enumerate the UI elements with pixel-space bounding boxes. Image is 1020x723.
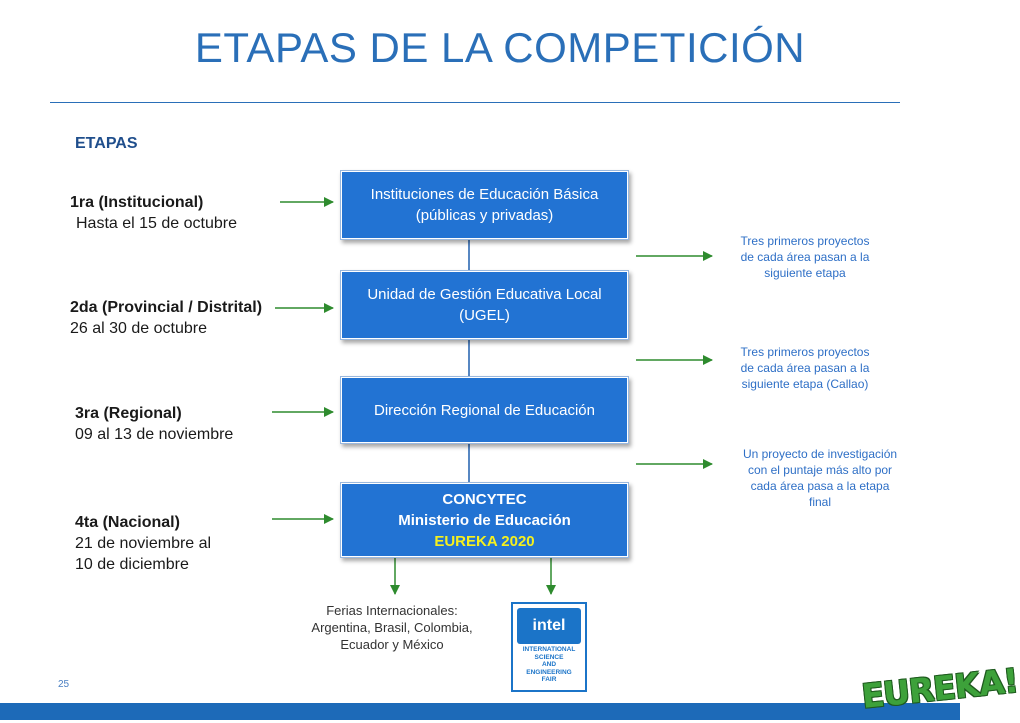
box-4-line-1: CONCYTEC: [442, 490, 527, 508]
note-3-line-4: final: [808, 495, 831, 509]
note-1-line-2: de cada área pasan a la: [740, 250, 870, 264]
box-4-line-3: EUREKA 2020: [434, 532, 535, 550]
page-title: ETAPAS DE LA COMPETICIÓN: [194, 24, 806, 71]
note-stage-3: [720, 446, 920, 510]
stage-4-name: 4ta (Nacional): [75, 514, 180, 531]
stage-1-name: 1ra (Institucional): [70, 194, 204, 211]
box-ugel: [342, 272, 627, 338]
intel-fair-text: [517, 646, 581, 684]
note-1-line-3: siguiente etapa: [764, 266, 846, 280]
stage-1-dates: Hasta el 15 de octubre: [76, 215, 237, 232]
box-2-line-2: (UGEL): [459, 307, 510, 324]
note-1-line-1: Tres primeros proyectos: [740, 234, 870, 248]
ferias-internacionales: [282, 602, 502, 653]
note-stage-2: [720, 344, 890, 392]
box-2-line-1: Unidad de Gestión Educativa Local: [367, 286, 602, 303]
intel-line-3: AND: [541, 661, 557, 668]
note-3-line-3: cada área pasa a la etapa: [750, 479, 890, 493]
stage-2-dates: 26 al 30 de octubre: [70, 320, 207, 337]
intel-isef-logo: [511, 602, 587, 692]
box-4-line-2: Ministerio de Educación: [398, 511, 571, 529]
box-direccion-regional: [342, 378, 627, 442]
box-instituciones: [342, 172, 627, 238]
page-number: 25: [58, 679, 70, 690]
stage-3-dates: 09 al 13 de noviembre: [75, 426, 234, 443]
box-1-line-2: (públicas y privadas): [415, 207, 554, 224]
ferias-line-3: Ecuador y México: [340, 637, 444, 652]
intel-line-1: INTERNATIONAL: [522, 646, 576, 653]
stage-4-dates-start: 21 de noviembre al: [75, 535, 212, 552]
box-concytec: [342, 484, 627, 556]
eureka-logo: EUREKA!: [859, 660, 1020, 716]
note-2-line-3: siguiente etapa (Callao): [741, 377, 869, 391]
stage-2-name: 2da (Provincial / Distrital): [70, 299, 263, 316]
note-2-line-1: Tres primeros proyectos: [740, 345, 870, 359]
intel-line-5: FAIR: [541, 676, 557, 683]
note-3-line-2: con el puntaje más alto por: [747, 463, 893, 477]
stage-4-dates-end: 10 de diciembre: [75, 556, 189, 573]
note-2-line-2: de cada área pasan a la: [740, 361, 870, 375]
intel-line-4: ENGINEERING: [526, 668, 572, 676]
note-3-line-1: Un proyecto de investigación: [742, 447, 898, 461]
stage-3-name: 3ra (Regional): [75, 405, 182, 422]
intel-line-2: SCIENCE: [534, 653, 564, 661]
box-3-line-1: Dirección Regional de Educación: [374, 401, 595, 419]
box-1-line-1: Instituciones de Educación Básica: [370, 186, 599, 203]
section-label: ETAPAS: [75, 135, 138, 152]
ferias-line-2: Argentina, Brasil, Colombia,: [311, 620, 473, 635]
intel-brand: intel: [517, 608, 581, 644]
note-stage-1: [720, 233, 890, 281]
ferias-line-1: Ferias Internacionales:: [326, 603, 458, 618]
footer-bar: [0, 703, 960, 720]
